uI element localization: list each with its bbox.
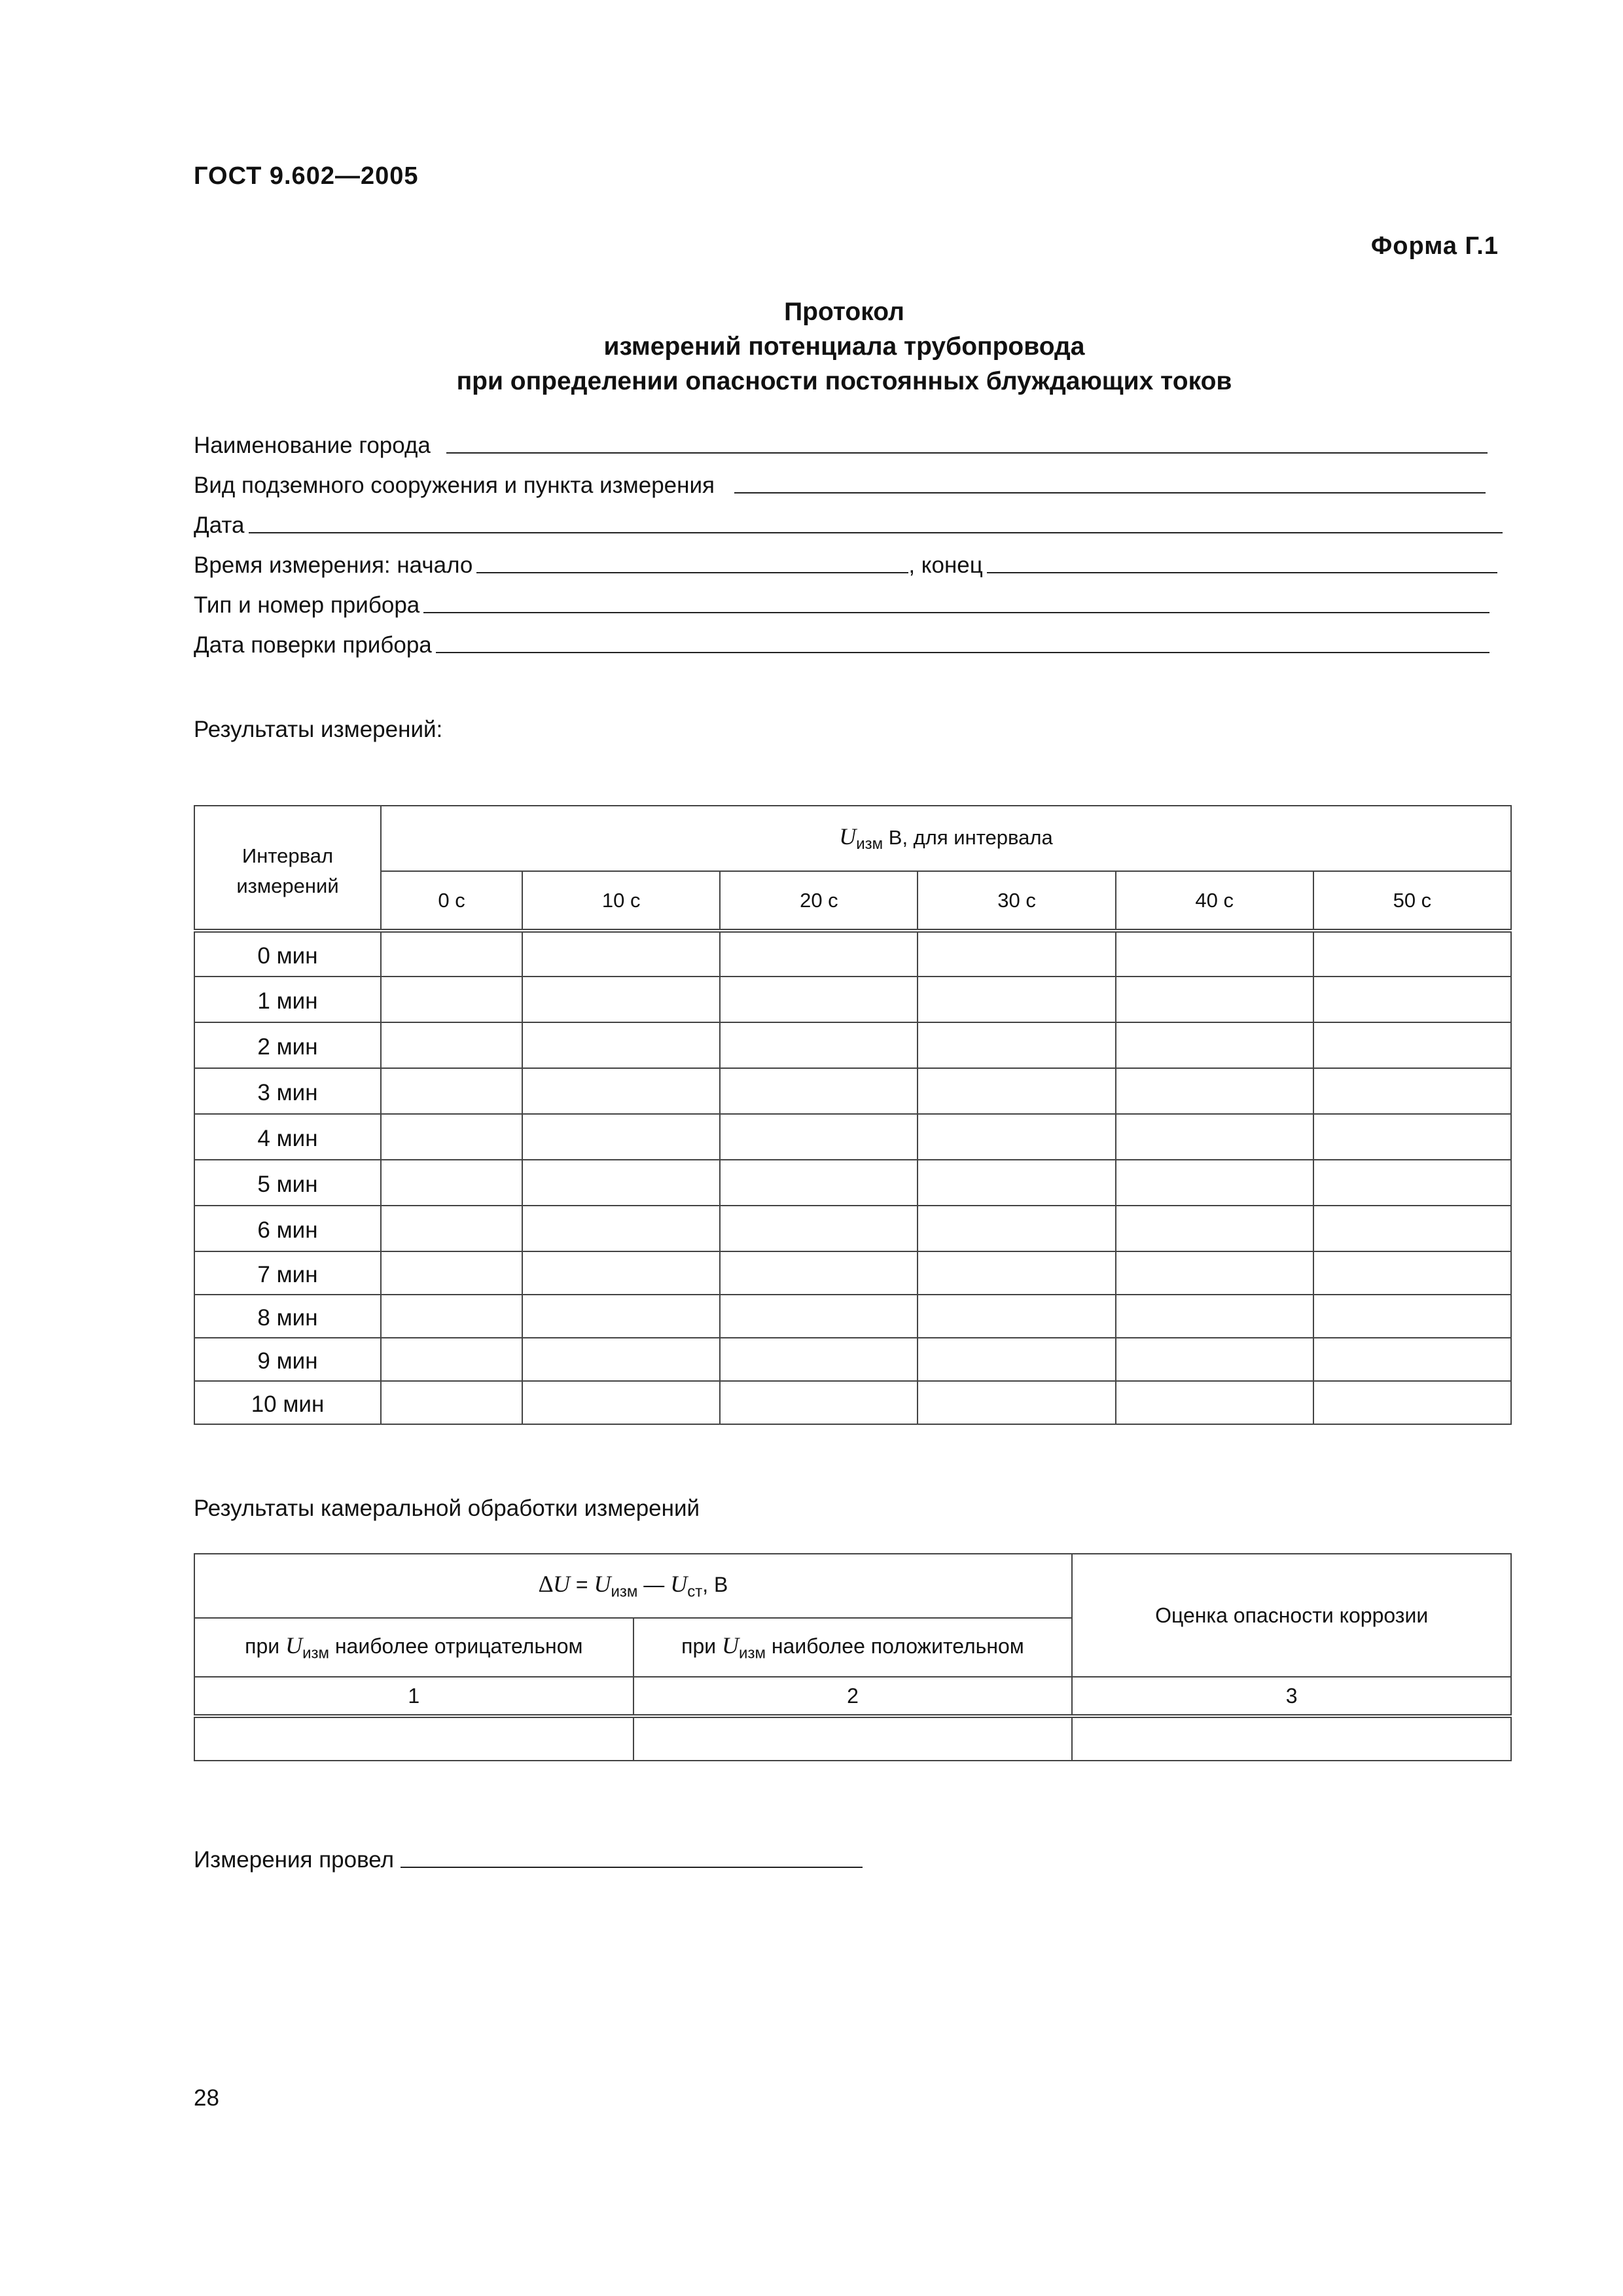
measurement-cell[interactable] (381, 1251, 522, 1295)
processing-cell[interactable] (1072, 1716, 1511, 1761)
measurement-cell[interactable] (1313, 977, 1511, 1022)
table-row (194, 1251, 1511, 1295)
measurement-cell[interactable] (918, 1068, 1115, 1114)
field-device-label: Тип и номер прибора (194, 592, 420, 618)
measurement-cell[interactable] (918, 1114, 1115, 1160)
measurement-cell[interactable] (918, 931, 1115, 977)
field-verification-label: Дата поверки прибора (194, 632, 432, 658)
page-number: 28 (194, 2085, 219, 2111)
measurement-cell[interactable] (1313, 1251, 1511, 1295)
form-fields (194, 419, 1503, 658)
row-interval-label: 9 мин (194, 1338, 381, 1381)
most-negative-header: при $U_{изм}$ наиболее отрицательном (194, 1618, 633, 1677)
processing-table (194, 1553, 1512, 1761)
processing-cell[interactable] (194, 1716, 633, 1761)
field-device (194, 579, 1503, 619)
field-time (194, 539, 1503, 579)
interval-header: Интервал измерений (194, 806, 381, 931)
delta-u-header: $\Delta U = U_{изм}$ — $U_{ст}$, В (194, 1554, 1072, 1618)
measurement-cell[interactable] (381, 977, 522, 1022)
title-line-1: Протокол (784, 298, 904, 326)
processing-cell[interactable] (633, 1716, 1073, 1761)
measurement-cell[interactable] (1313, 1022, 1511, 1068)
measurement-cell[interactable] (522, 1338, 720, 1381)
field-city-label: Наименование города (194, 433, 431, 458)
measurement-cell[interactable] (720, 977, 918, 1022)
measurement-cell[interactable] (1313, 1381, 1511, 1424)
row-interval-label: 4 мин (194, 1114, 381, 1160)
measurement-cell[interactable] (522, 1295, 720, 1338)
row-interval-label: 8 мин (194, 1295, 381, 1338)
measurement-cell[interactable] (381, 1381, 522, 1424)
column-number: 3 (1072, 1677, 1511, 1716)
measurement-cell[interactable] (918, 1251, 1115, 1295)
measurement-cell[interactable] (1116, 977, 1313, 1022)
measurement-cell[interactable] (720, 931, 918, 977)
seconds-header: 40 с (1116, 871, 1313, 931)
signer-line[interactable] (401, 1847, 863, 1868)
processing-heading: Результаты камеральной обработки измерений (194, 1496, 700, 1521)
field-date (194, 499, 1503, 539)
field-time-end-line[interactable] (987, 552, 1497, 573)
table-row (194, 977, 1511, 1022)
measurement-cell[interactable] (1116, 1068, 1313, 1114)
assessment-header: Оценка опасности коррозии (1072, 1554, 1511, 1677)
measurement-cell[interactable] (381, 1160, 522, 1206)
seconds-header: 30 с (918, 871, 1115, 931)
table-row (194, 1022, 1511, 1068)
measurement-cell[interactable] (1313, 1068, 1511, 1114)
title-line-2: измерений потенциала трубопровода (603, 332, 1085, 361)
measurement-cell[interactable] (918, 1295, 1115, 1338)
seconds-header: 20 с (720, 871, 918, 931)
voltage-header: $U_{изм}$ В, для интервала (381, 806, 1511, 871)
measurement-cell[interactable] (1313, 1114, 1511, 1160)
measurement-cell[interactable] (720, 1022, 918, 1068)
measurement-cell[interactable] (720, 1114, 918, 1160)
field-date-line[interactable] (249, 512, 1503, 533)
table-row (194, 1206, 1511, 1251)
measurement-cell[interactable] (381, 931, 522, 977)
measurement-cell[interactable] (522, 1381, 720, 1424)
field-time-start-label: Время измерения: начало (194, 552, 473, 578)
table-row (194, 1338, 1511, 1381)
row-interval-label: 5 мин (194, 1160, 381, 1206)
measurement-cell[interactable] (381, 1068, 522, 1114)
measurement-cell[interactable] (522, 977, 720, 1022)
field-city (194, 419, 1503, 459)
measurement-cell[interactable] (1116, 1206, 1313, 1251)
measurement-cell[interactable] (1313, 1206, 1511, 1251)
row-interval-label: 0 мин (194, 931, 381, 977)
measurement-cell[interactable] (720, 1068, 918, 1114)
measurement-cell[interactable] (381, 1338, 522, 1381)
measurement-cell[interactable] (1116, 1251, 1313, 1295)
seconds-header: 10 с (522, 871, 720, 931)
signer-field (194, 1847, 863, 1873)
standard-header: ГОСТ 9.602—2005 (194, 162, 419, 190)
measurement-cell[interactable] (1116, 931, 1313, 977)
measurement-cell[interactable] (720, 1251, 918, 1295)
measurement-cell[interactable] (1313, 931, 1511, 977)
measurements-body (194, 931, 1511, 1424)
measurement-cell[interactable] (1313, 1338, 1511, 1381)
table-row (194, 1381, 1511, 1424)
measurement-cell[interactable] (522, 1022, 720, 1068)
measurement-cell[interactable] (918, 1338, 1115, 1381)
column-number: 2 (633, 1677, 1073, 1716)
row-interval-label: 3 мин (194, 1068, 381, 1114)
field-device-line[interactable] (423, 592, 1489, 613)
most-positive-header: при $U_{изм}$ наиболее положительном (633, 1618, 1073, 1677)
form-label: Форма Г.1 (1370, 232, 1499, 260)
title-line-3: при определении опасности постоянных блуждающих токов (456, 367, 1232, 395)
measurement-cell[interactable] (918, 1160, 1115, 1206)
row-interval-label: 7 мин (194, 1251, 381, 1295)
measurements-table (194, 805, 1512, 1425)
measurement-cell[interactable] (1116, 1022, 1313, 1068)
field-city-line[interactable] (446, 433, 1488, 454)
measurement-cell[interactable] (720, 1206, 918, 1251)
measurement-cell[interactable] (918, 1022, 1115, 1068)
field-verification (194, 619, 1503, 658)
measurement-cell[interactable] (1116, 1114, 1313, 1160)
field-time-end-label: , конец (908, 552, 983, 578)
measurement-cell[interactable] (522, 931, 720, 977)
measurement-cell[interactable] (918, 1381, 1115, 1424)
row-interval-label: 6 мин (194, 1206, 381, 1251)
table-row (194, 1160, 1511, 1206)
row-interval-label: 2 мин (194, 1022, 381, 1068)
measurement-cell[interactable] (720, 1338, 918, 1381)
table-row (194, 1114, 1511, 1160)
field-structure (194, 459, 1503, 499)
row-interval-label: 10 мин (194, 1381, 381, 1424)
measurement-cell[interactable] (522, 1251, 720, 1295)
results-heading: Результаты измерений: (194, 717, 443, 742)
field-date-label: Дата (194, 512, 245, 538)
measurement-cell[interactable] (381, 1206, 522, 1251)
field-time-start-line[interactable] (476, 552, 908, 573)
measurement-cell[interactable] (522, 1068, 720, 1114)
table-row (194, 931, 1511, 977)
measurement-cell[interactable] (522, 1114, 720, 1160)
measurement-cell[interactable] (720, 1295, 918, 1338)
signer-label: Измерения провел (194, 1847, 395, 1873)
measurement-cell[interactable] (720, 1160, 918, 1206)
seconds-header: 50 с (1313, 871, 1511, 931)
measurement-cell[interactable] (1116, 1295, 1313, 1338)
measurement-cell[interactable] (1116, 1381, 1313, 1424)
field-structure-line[interactable] (734, 473, 1486, 493)
measurement-cell[interactable] (1313, 1295, 1511, 1338)
measurement-cell[interactable] (381, 1022, 522, 1068)
measurement-cell[interactable] (720, 1381, 918, 1424)
seconds-header: 0 с (381, 871, 522, 931)
measurement-cell[interactable] (1116, 1338, 1313, 1381)
table-row (194, 1068, 1511, 1114)
column-number: 1 (194, 1677, 633, 1716)
measurement-cell[interactable] (918, 977, 1115, 1022)
measurement-cell[interactable] (381, 1295, 522, 1338)
measurement-cell[interactable] (918, 1206, 1115, 1251)
measurement-cell[interactable] (381, 1114, 522, 1160)
measurement-cell[interactable] (522, 1206, 720, 1251)
row-interval-label: 1 мин (194, 977, 381, 1022)
measurement-cell[interactable] (1116, 1160, 1313, 1206)
field-verification-line[interactable] (436, 632, 1489, 653)
table-row (194, 1295, 1511, 1338)
measurement-cell[interactable] (522, 1160, 720, 1206)
measurement-cell[interactable] (1313, 1160, 1511, 1206)
field-structure-label: Вид подземного сооружения и пункта измерения (194, 473, 715, 498)
document-title (0, 295, 1623, 399)
